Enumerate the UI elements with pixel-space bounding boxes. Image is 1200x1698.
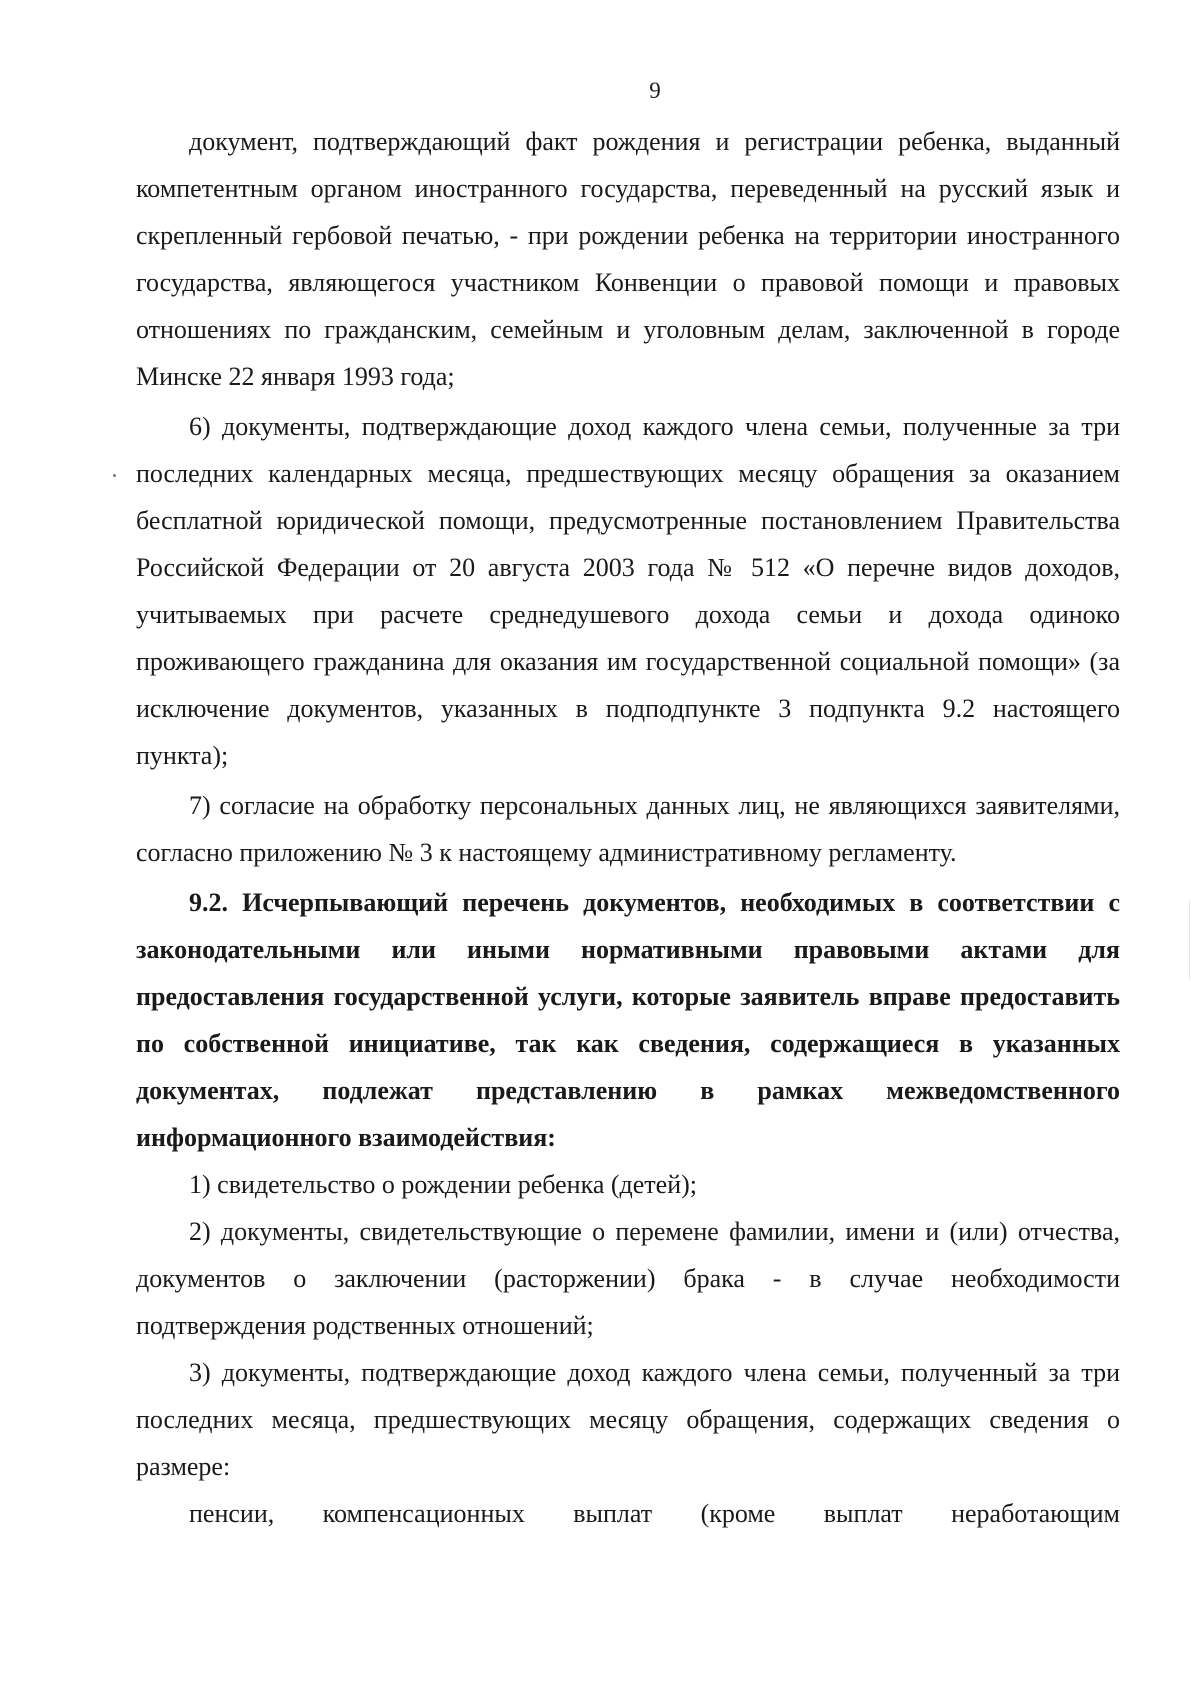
paragraph-item-2-name-change-documents: 2) документы, свидетельствующие о перемене фамилии, имени и (или) отчества, документов о заключении (расторжении) брака - в случае необходимости подтверждения родственных отношений; [136, 1217, 1120, 1340]
paragraph-item-6-income-documents: 6) документы, подтверждающие доход каждого члена семьи, полученные за три последних календарных месяца, предшествующих месяцу обращения за оказанием бесплатной юридической помощи, предусмотренные постановлением Правительства Российской Федерации от 20 августа 2003 года № 512 «О перечне видов доходов, учитываемых при расчете среднедушевого дохода семьи и дохода одиноко проживающего гражданина для оказания им государственной социальной помощи» (за исключение документов, указанных в подподпункте 3 подпункта 9.2 настоящего пункта); [136, 412, 1120, 770]
scan-speck [113, 474, 116, 477]
document-body [136, 118, 1120, 1537]
paragraph-pensions-fragment: пенсии, компенсационных выплат (кроме выплат неработающим [189, 1499, 1120, 1528]
page-number: 9 [649, 78, 661, 103]
paragraph-item-1-birth-certificate: 1) свидетельство о рождении ребенка (детей); [189, 1170, 698, 1199]
section-heading-9-2: 9.2. Исчерпывающий перечень документов, необходимых в соответствии с законодательными или иными нормативными правовыми актами для предоставления государственной услуги, которые заявитель вправе предоставить по собственной инициативе, так как сведения, содержащиеся в указанных документах, подлежат представлению в рамках межведомственного информационного взаимодействия: [136, 888, 1120, 1152]
scan-edge-mark [1189, 900, 1190, 980]
paragraph-item-3-income-documents: 3) документы, подтверждающие доход каждого члена семьи, полученный за три последних месяца, предшествующих месяцу обращения, содержащих сведения о размере: [136, 1358, 1120, 1481]
paragraph-birth-document-foreign: документ, подтверждающий факт рождения и регистрации ребенка, выданный компетентным органом иностранного государства, переведенный на русский язык и скрепленный гербовой печатью, - при рождении ребенка на территории иностранного государства, являющегося участником Конвенции о правовой помощи и правовых отношениях по гражданским, семейным и уголовным делам, заключенной в городе Минске 22 января 1993 года; [136, 127, 1120, 391]
paragraph-item-7-personal-data-consent: 7) согласие на обработку персональных данных лиц, не являющихся заявителями, согласно приложению № 3 к настоящему административному регламенту. [136, 791, 1120, 867]
